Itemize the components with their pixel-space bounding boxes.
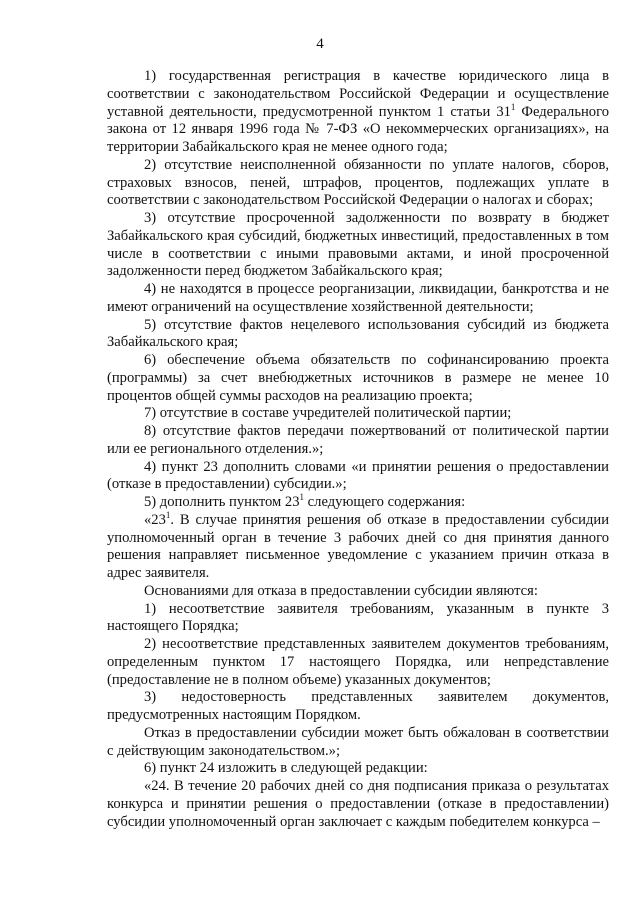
paragraph (107, 494, 609, 512)
paragraph (107, 778, 609, 831)
text-run: 6) пункт 24 изложить в следующей редакции: (144, 760, 428, 777)
paragraph (107, 352, 609, 405)
paragraph (107, 509, 609, 583)
paragraph (107, 405, 609, 423)
text-run: Федерального закона от 12 января 1996 года № 7-ФЗ «О некоммерческих организациях», на территории Забайкальского края не менее одного года; (107, 103, 610, 155)
text-run: Основаниями для отказа в предоставлении субсидии являются: (144, 582, 538, 599)
paragraph (107, 689, 609, 725)
text-run: 4) не находятся в процессе реорганизации, ликвидации, банкротства и не имеют ограничений на осуществление хозяйственной деятельности; (107, 281, 609, 315)
text-run: . В случае принятия решения об отказе в предоставлении субсидии уполномоченный орган в течение 3 рабочих дней со дня принятия данного решения направляет письменное уведомление с указанием причин отказа в адрес заявителя. (107, 511, 609, 581)
superscript: 1 (299, 492, 305, 502)
text-run: 2) несоответствие представленных заявителем документов требованиям, определенным пунктом 17 настоящего Порядка, или непредставление (предоставление не в полном объеме) указанных документов; (107, 636, 609, 688)
text-run: «23 (144, 511, 166, 528)
text-run: 5) отсутствие фактов нецелевого использования субсидий из бюджета Забайкальского края; (107, 316, 609, 351)
text-run: 5) дополнить пунктом 23 (144, 494, 300, 510)
superscript: 1 (510, 101, 516, 112)
text-run: 3) недостоверность представленных заявителем документов, предусмотренных настоящим Порядком. (107, 689, 609, 723)
text-run: 2) отсутствие неисполненной обязанности по уплате налогов, сборов, страховых взносов, пеней, штрафов, процентов, подлежащих уплате в соответствии с законодательством Российской Федерации о налогах и сборах; (107, 156, 609, 209)
document-body (107, 68, 609, 831)
paragraph (107, 281, 609, 317)
paragraph (107, 157, 609, 210)
text-run: 7) отсутствие в составе учредителей политической партии; (144, 405, 512, 422)
page-number: 4 (316, 36, 324, 52)
text-run: 8) отсутствие фактов передачи пожертвований от политической партии или ее регионального отделения.»; (107, 423, 609, 457)
paragraph (107, 68, 609, 157)
text-run: 3) отсутствие просроченной задолженности по возврату в бюджет Забайкальского края субсидий, бюджетных инвестиций, предоставленных в том числе в соответствии с иными правовыми актами, и иной просроченной задолженности перед бюджетом Забайкальского края; (107, 210, 609, 280)
text-run: 1) несоответствие заявителя требованиям, указанным в пункте 3 настоящего Порядка; (107, 600, 609, 635)
text-run: следующего содержания: (304, 494, 466, 510)
paragraph (107, 583, 609, 601)
paragraph (107, 459, 609, 495)
paragraph (107, 760, 609, 778)
text-run: Отказ в предоставлении субсидии может быть обжалован в соответствии с действующим законодательством.»; (107, 724, 609, 759)
text-run: «24. В течение 20 рабочих дней со дня подписания приказа о результатах конкурса и принятии решения о предоставлении (отказе в предоставлении) субсидии уполномоченный орган заключает с каждым победителем конкурса – (107, 778, 609, 830)
paragraph (107, 317, 609, 353)
text-run: 1) государственная регистрация в качестве юридического лица в соответствии с законодательством Российской Федерации и осуществление уставной деятельности, предусмотренной пунктом 1 статьи 31 (107, 68, 609, 120)
text-run: 4) пункт 23 дополнить словами «и принятии решения о предоставлении (отказе в предоставлении) субсидии.»; (107, 458, 609, 493)
paragraph (107, 636, 609, 689)
paragraph (107, 210, 609, 281)
paragraph (107, 725, 609, 761)
paragraph (107, 423, 609, 459)
superscript: 1 (165, 509, 171, 520)
text-run: 6) обеспечение объема обязательств по софинансированию проекта (программы) за счет внебюджетных источников в размере не менее 10 процентов общей суммы расходов на реализацию проекта; (107, 352, 609, 404)
paragraph (107, 601, 609, 637)
